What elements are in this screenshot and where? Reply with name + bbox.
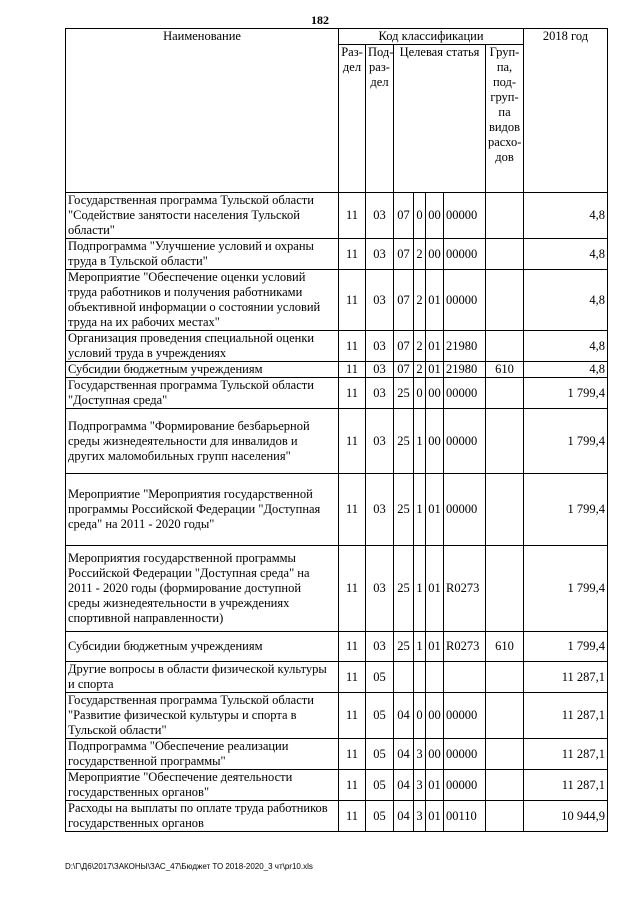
header-target: Целевая статья [394,45,486,193]
header-group: Груп- па, под- груп- па видов расхо- дов [486,45,524,193]
row-expense-group [486,270,524,331]
row-target-event: 00 [426,693,444,739]
row-razdel: 11 [339,801,366,832]
row-target-subprogram: 1 [414,474,426,546]
row-amount: 4,8 [524,331,608,362]
row-razdel: 11 [339,739,366,770]
row-target-event: 00 [426,193,444,239]
row-target-program: 07 [394,331,414,362]
table-row [66,239,608,270]
table-body [66,193,608,832]
table-row [66,693,608,739]
row-target-event: 00 [426,739,444,770]
row-name: Субсидии бюджетным учреждениям [66,632,339,662]
row-target-event: 01 [426,632,444,662]
row-target-direction: 00000 [444,739,486,770]
row-amount: 4,8 [524,270,608,331]
row-expense-group [486,546,524,632]
row-name: Расходы на выплаты по оплате труда работников государственных органов [66,801,339,832]
row-name: Государственная программа Тульской области "Содействие занятости населения Тульской области" [66,193,339,239]
row-amount: 11 287,1 [524,770,608,801]
row-name: Организация проведения специальной оценки условий труда в учреждениях [66,331,339,362]
row-razdel: 11 [339,378,366,409]
row-podrazdel: 05 [366,693,394,739]
file-path-footer: D:\Г\Д6\2017\ЗАКОНЫ\ЗАС_47\Бюджет ТО 2018-2020_3 чт\pr10.xls [65,862,313,871]
row-razdel: 11 [339,632,366,662]
row-name: Государственная программа Тульской области "Доступная среда" [66,378,339,409]
row-podrazdel: 03 [366,193,394,239]
row-target-event: 00 [426,378,444,409]
row-target-direction: 00000 [444,770,486,801]
row-amount: 11 287,1 [524,693,608,739]
row-podrazdel: 05 [366,739,394,770]
row-target-subprogram: 2 [414,362,426,378]
row-podrazdel: 03 [366,362,394,378]
row-expense-group [486,662,524,693]
row-name: Мероприятие "Обеспечение оценки условий труда работников и получения работниками объективной информации о состоянии условий труда на их рабочих местах" [66,270,339,331]
row-amount: 11 287,1 [524,662,608,693]
row-target-program: 25 [394,546,414,632]
table-row [66,474,608,546]
row-podrazdel: 03 [366,474,394,546]
row-expense-group: 610 [486,632,524,662]
row-podrazdel: 03 [366,378,394,409]
row-razdel: 11 [339,662,366,693]
row-target-program [394,662,414,693]
row-target-direction: R0273 [444,632,486,662]
row-expense-group [486,239,524,270]
table-row [66,409,608,474]
row-target-program: 25 [394,632,414,662]
row-name: Государственная программа Тульской области "Развитие физической культуры и спорта в Тульской области" [66,693,339,739]
header-code: Код классификации [339,29,524,45]
row-name: Подпрограмма "Обеспечение реализации государственной программы" [66,739,339,770]
row-razdel: 11 [339,193,366,239]
row-amount: 11 287,1 [524,739,608,770]
row-name: Мероприятие "Обеспечение деятельности государственных органов" [66,770,339,801]
row-target-direction [444,662,486,693]
row-podrazdel: 03 [366,632,394,662]
header-podrazdel: Под- раз- дел [366,45,394,193]
table-row [66,378,608,409]
row-razdel: 11 [339,409,366,474]
row-target-program: 07 [394,270,414,331]
row-name: Подпрограмма "Улучшение условий и охраны труда в Тульской области" [66,239,339,270]
row-target-subprogram: 2 [414,270,426,331]
header-year: 2018 год [524,29,608,193]
row-amount: 4,8 [524,193,608,239]
row-name: Подпрограмма "Формирование безбарьерной среды жизнедеятельности для инвалидов и других маломобильных групп населения" [66,409,339,474]
table-row [66,632,608,662]
row-podrazdel: 03 [366,239,394,270]
table-row [66,270,608,331]
row-target-subprogram: 3 [414,739,426,770]
row-podrazdel: 03 [366,546,394,632]
row-target-event: 00 [426,239,444,270]
row-expense-group [486,474,524,546]
row-razdel: 11 [339,362,366,378]
row-target-direction: R0273 [444,546,486,632]
row-razdel: 11 [339,546,366,632]
row-target-subprogram: 1 [414,632,426,662]
row-podrazdel: 05 [366,662,394,693]
row-target-direction: 00000 [444,378,486,409]
row-target-event: 01 [426,474,444,546]
row-name: Субсидии бюджетным учреждениям [66,362,339,378]
row-amount: 4,8 [524,362,608,378]
row-target-direction: 21980 [444,331,486,362]
table-row [66,362,608,378]
row-amount: 1 799,4 [524,632,608,662]
row-name: Мероприятия государственной программы Российской Федерации "Доступная среда" на 2011 - 2020 годы (формирование доступной среды жизнедеятельности в учреждениях спортивной направленности) [66,546,339,632]
page-number: 182 [311,13,329,27]
row-target-direction: 00000 [444,474,486,546]
row-expense-group [486,331,524,362]
row-target-subprogram: 3 [414,801,426,832]
row-podrazdel: 03 [366,270,394,331]
row-target-subprogram: 0 [414,378,426,409]
row-target-direction: 00110 [444,801,486,832]
table-row [66,770,608,801]
row-target-subprogram: 1 [414,546,426,632]
row-target-program: 04 [394,801,414,832]
row-razdel: 11 [339,474,366,546]
row-target-direction: 00000 [444,409,486,474]
row-target-program: 04 [394,739,414,770]
header-razdel: Раз- дел [339,45,366,193]
table-row [66,739,608,770]
table-row [66,193,608,239]
row-expense-group [486,409,524,474]
row-target-program: 04 [394,770,414,801]
row-amount: 1 799,4 [524,378,608,409]
row-amount: 4,8 [524,239,608,270]
row-target-program: 25 [394,409,414,474]
row-amount: 1 799,4 [524,546,608,632]
row-expense-group [486,739,524,770]
row-expense-group [486,770,524,801]
row-podrazdel: 03 [366,331,394,362]
row-target-program: 25 [394,474,414,546]
row-target-direction: 00000 [444,193,486,239]
header-name: Наименование [66,29,339,193]
row-target-direction: 00000 [444,270,486,331]
row-expense-group [486,193,524,239]
row-target-direction: 00000 [444,693,486,739]
row-target-program: 04 [394,693,414,739]
row-target-subprogram: 2 [414,239,426,270]
row-target-event: 01 [426,770,444,801]
table-row [66,662,608,693]
row-podrazdel: 03 [366,409,394,474]
table-row [66,331,608,362]
table-row [66,546,608,632]
budget-table [65,28,608,832]
row-target-event: 01 [426,362,444,378]
row-target-program: 07 [394,239,414,270]
row-target-program: 25 [394,378,414,409]
row-name: Мероприятие "Мероприятия государственной программы Российской Федерации "Доступная среда" на 2011 - 2020 годы" [66,474,339,546]
row-target-subprogram: 0 [414,693,426,739]
row-target-subprogram: 3 [414,770,426,801]
row-razdel: 11 [339,770,366,801]
row-target-direction: 00000 [444,239,486,270]
row-target-event: 01 [426,331,444,362]
row-target-direction: 21980 [444,362,486,378]
row-target-subprogram [414,662,426,693]
row-expense-group [486,693,524,739]
row-amount: 1 799,4 [524,409,608,474]
row-expense-group: 610 [486,362,524,378]
row-target-event: 01 [426,546,444,632]
row-expense-group [486,801,524,832]
row-name: Другие вопросы в области физической культуры и спорта [66,662,339,693]
row-razdel: 11 [339,239,366,270]
row-amount: 10 944,9 [524,801,608,832]
row-razdel: 11 [339,693,366,739]
row-expense-group [486,378,524,409]
table-row [66,801,608,832]
row-amount: 1 799,4 [524,474,608,546]
row-target-event: 01 [426,801,444,832]
row-target-subprogram: 1 [414,409,426,474]
row-target-program: 07 [394,193,414,239]
row-target-event: 01 [426,270,444,331]
row-target-program: 07 [394,362,414,378]
row-razdel: 11 [339,331,366,362]
row-target-event: 00 [426,409,444,474]
row-razdel: 11 [339,270,366,331]
row-target-subprogram: 0 [414,193,426,239]
row-target-event [426,662,444,693]
row-podrazdel: 05 [366,770,394,801]
row-podrazdel: 05 [366,801,394,832]
row-target-subprogram: 2 [414,331,426,362]
